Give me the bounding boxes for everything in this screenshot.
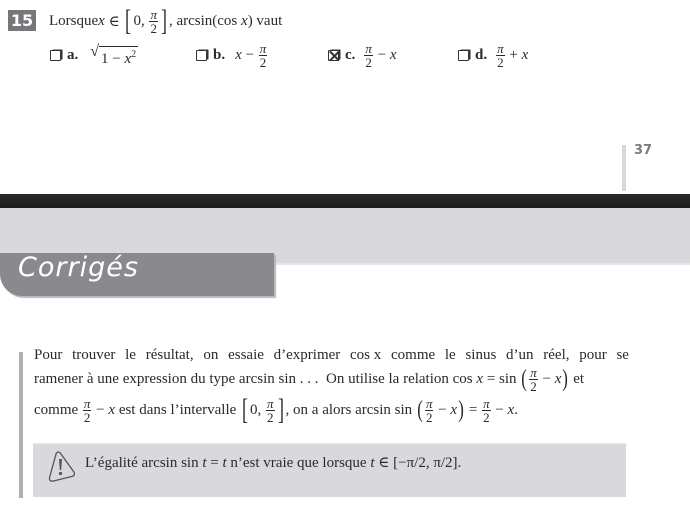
checkbox-a[interactable] <box>50 50 61 61</box>
answer-letter: d. <box>475 46 488 63</box>
prompt-text: Lorsque <box>49 12 99 29</box>
solution-side-bar <box>19 352 23 498</box>
question-number-badge: 15 <box>8 10 36 31</box>
answer-a[interactable] <box>50 38 138 72</box>
answer-b[interactable] <box>196 38 268 72</box>
prompt-end: ) vaut <box>247 12 283 29</box>
frac-den: 2 <box>150 20 157 36</box>
bracket-open: [ <box>125 4 132 37</box>
warning-icon <box>45 450 75 482</box>
page-divider-band <box>0 194 690 208</box>
answer-letter: b. <box>213 46 226 63</box>
question-prompt <box>49 5 282 37</box>
sqrt-body: $1 - x^2$ <box>99 46 138 67</box>
interval-zero: 0, <box>133 12 149 29</box>
answer-d[interactable] <box>458 38 528 72</box>
warning-note-box <box>33 443 626 497</box>
answer-letter: c. <box>345 46 356 63</box>
solution-text <box>34 344 629 428</box>
checkbox-c-checked[interactable] <box>328 50 339 61</box>
answer-expression: $\frac{\pi}{2}$ − x <box>365 40 397 70</box>
page-number: 37 <box>634 143 653 158</box>
checkbox-b[interactable] <box>196 50 207 61</box>
prompt-var2: x <box>241 12 248 29</box>
solution-line-1: Pour trouver le résultat, on essaie d’exprimer cos x comme le sinus d’un réel, pour se <box>34 347 629 363</box>
solution-line-3: comme $\frac{\pi}{2}$ − x est dans l’intervalle [ 0, $\frac{\pi}{2}$ ] , on a alors arcsin sin ( $\frac{\pi}{2}$ − x ) = $\frac{\pi}{2}$ − x . <box>34 393 518 426</box>
answer-c[interactable] <box>328 38 397 72</box>
answer-choices <box>0 38 690 72</box>
warning-note-text: L’égalité arcsin sin t = t n’est vraie que lorsque t ∈ [−π/2, π/2]. <box>85 455 462 471</box>
prompt-var: x <box>98 12 105 29</box>
answer-letter: a. <box>67 46 79 63</box>
checkbox-d[interactable] <box>458 50 469 61</box>
fraction <box>149 8 158 35</box>
answer-expression: $\frac{\pi}{2}$ + x <box>497 40 529 70</box>
answer-expression: x − $\frac{\pi}{2}$ <box>235 40 267 70</box>
bracket-close: ] <box>160 4 167 37</box>
frac-num: π <box>150 6 157 22</box>
sqrt-expression <box>90 43 138 67</box>
sqrt-icon: √ <box>90 43 100 60</box>
prompt-elem: ∈ <box>104 13 124 30</box>
page-number-bar <box>622 145 626 191</box>
solution-line-2: ramener à une expression du type arcsin sin . . . On utilise la relation cos x = sin ( $\frac{\pi}{2}$ − x ) et <box>34 364 585 394</box>
section-title: Corrigés <box>18 252 139 283</box>
prompt-text-post: , arcsin(cos <box>168 12 242 29</box>
